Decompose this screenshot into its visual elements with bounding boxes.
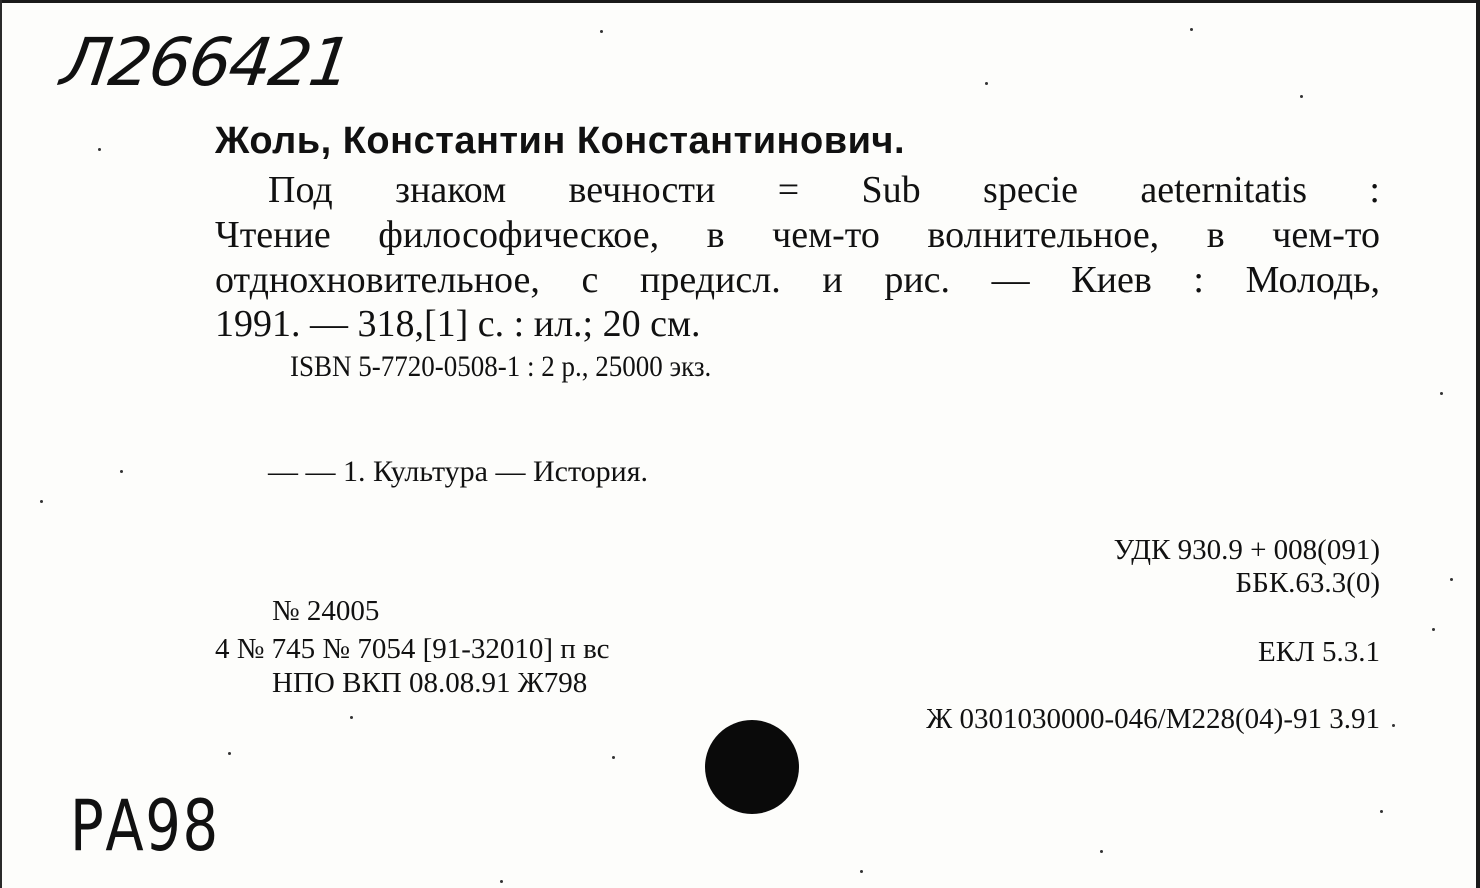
scan-speck bbox=[612, 756, 615, 759]
scan-speck bbox=[600, 30, 603, 33]
scan-speck bbox=[1440, 392, 1443, 395]
publisher-code: Ж 0301030000-046/М228(04)-91 3.91 bbox=[926, 703, 1380, 735]
udk-code: УДК 930.9 + 008(091) bbox=[1113, 534, 1380, 566]
title-line: Под знаком вечности = Sub specie aeternitatis : bbox=[268, 169, 1380, 211]
scan-speck bbox=[120, 470, 123, 473]
scan-speck bbox=[40, 500, 43, 503]
scan-speck bbox=[1100, 850, 1103, 853]
card-left-edge bbox=[0, 0, 2, 888]
scan-speck bbox=[350, 716, 353, 719]
handwritten-shelf-mark: РА98 bbox=[70, 785, 220, 867]
scan-speck bbox=[1392, 724, 1395, 727]
ekl-code: ЕКЛ 5.3.1 bbox=[1258, 636, 1380, 668]
title-line: 1991. — 318,[1] с. : ил.; 20 см. bbox=[215, 303, 701, 345]
bbk-code: ББК.63.3(0) bbox=[1235, 567, 1380, 599]
scan-speck bbox=[860, 870, 863, 873]
registration-number: № 24005 bbox=[272, 595, 380, 627]
scan-speck bbox=[1380, 810, 1383, 813]
scan-speck bbox=[1450, 578, 1453, 581]
punch-hole bbox=[705, 720, 799, 814]
scan-speck bbox=[500, 880, 503, 883]
title-line: Чтение философическое, в чем-то волнительное, в чем-то bbox=[215, 214, 1380, 256]
scan-speck bbox=[1300, 95, 1303, 98]
order-line: 4 № 745 № 7054 [91-32010] п вс bbox=[215, 633, 610, 665]
title-line: отднохновительное, с предисл. и рис. — Киев : Молодь, bbox=[215, 259, 1380, 301]
scan-speck bbox=[1432, 628, 1435, 631]
scan-speck bbox=[98, 148, 101, 151]
card-right-edge bbox=[1476, 0, 1480, 888]
printer-line: НПО ВКП 08.08.91 Ж798 bbox=[272, 667, 588, 699]
scan-speck bbox=[228, 752, 231, 755]
scan-speck bbox=[1190, 28, 1193, 31]
handwritten-call-number: Л266421 bbox=[56, 24, 355, 101]
author-heading: Жоль, Константин Константинович. bbox=[215, 120, 906, 162]
scan-speck bbox=[985, 82, 988, 85]
subject-heading: — — 1. Культура — История. bbox=[268, 455, 649, 488]
isbn-line: ISBN 5-7720-0508-1 : 2 р., 25000 экз. bbox=[290, 350, 712, 383]
card-top-edge bbox=[0, 0, 1480, 3]
